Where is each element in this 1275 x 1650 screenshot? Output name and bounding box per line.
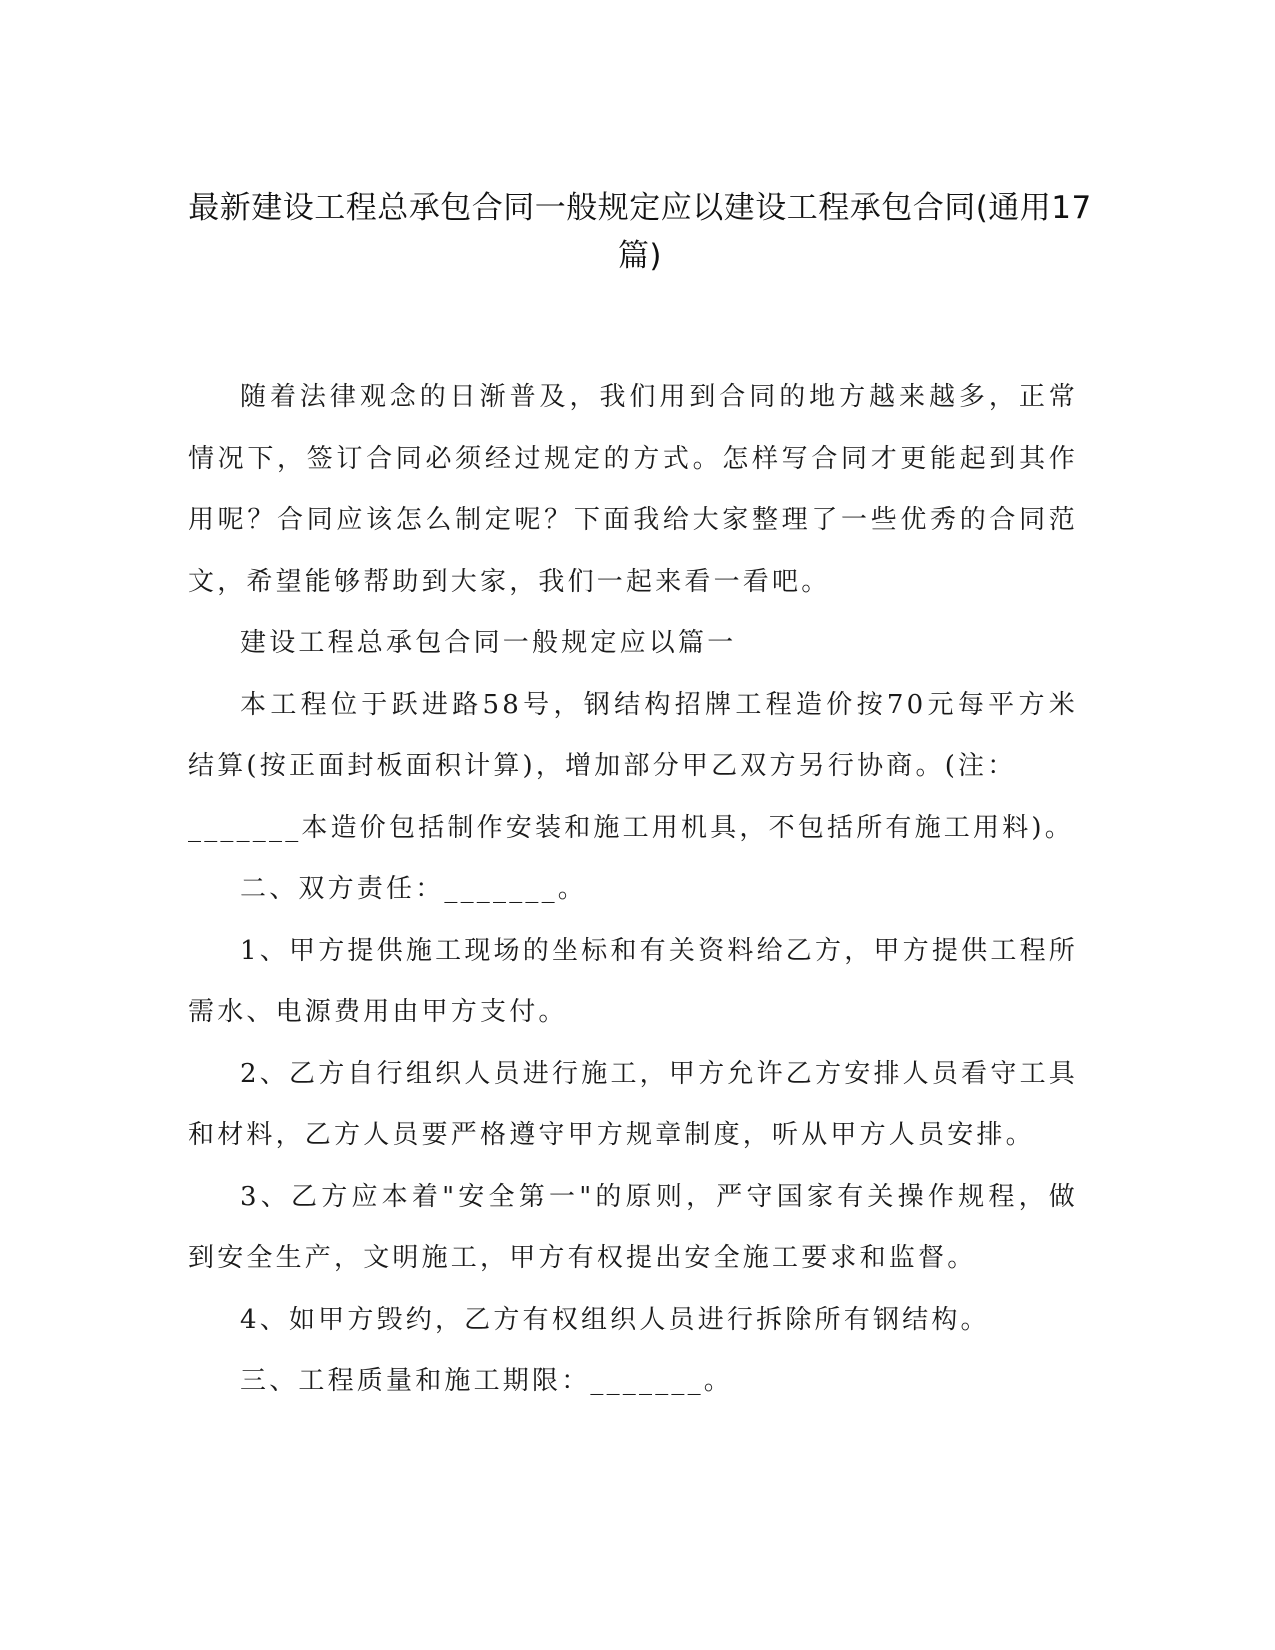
clause-responsibilities: 二、双方责任：_______。: [240, 874, 588, 904]
clause-item-3: 3、乙方应本着"安全第一"的原则，严守国家有关操作规程，做到安全生产，文明施工，甲方有权提出安全施工要求和监督。: [188, 1181, 1078, 1273]
paragraph-price-note: _______本造价包括制作安装和施工用机具，不包括所有施工用料)。: [188, 812, 1074, 843]
document-body: [188, 367, 1078, 1413]
clause-item-4: 4、如甲方毁约，乙方有权组织人员进行拆除所有钢结构。: [240, 1304, 990, 1335]
intro-paragraph: 随着法律观念的日渐普及，我们用到合同的地方越来越多，正常情况下，签订合同必须经过规定的方式。怎样写合同才更能起到其作用呢？合同应该怎么制定呢？下面我给大家整理了一些优秀的合同范文，希望能够帮助到大家，我们一起来看一看吧。: [188, 382, 1078, 597]
clause-quality-schedule: 三、工程质量和施工期限：_______。: [240, 1366, 734, 1396]
section-heading: 建设工程总承包合同一般规定应以篇一: [240, 628, 737, 658]
clause-item-1: 1、甲方提供施工现场的坐标和有关资料给乙方，甲方提供工程所需水、电源费用由甲方支付。: [188, 935, 1078, 1027]
document-title: 最新建设工程总承包合同一般规定应以建设工程承包合同(通用17篇): [188, 190, 1092, 274]
clause-item-2: 2、乙方自行组织人员进行施工，甲方允许乙方安排人员看守工具和材料，乙方人员要严格遵守甲方规章制度，听从甲方人员安排。: [188, 1058, 1078, 1150]
paragraph-project-location: 本工程位于跃进路58号，钢结构招牌工程造价按70元每平方米结算(按正面封板面积计算)，增加部分甲乙双方另行协商。(注：: [188, 689, 1078, 781]
